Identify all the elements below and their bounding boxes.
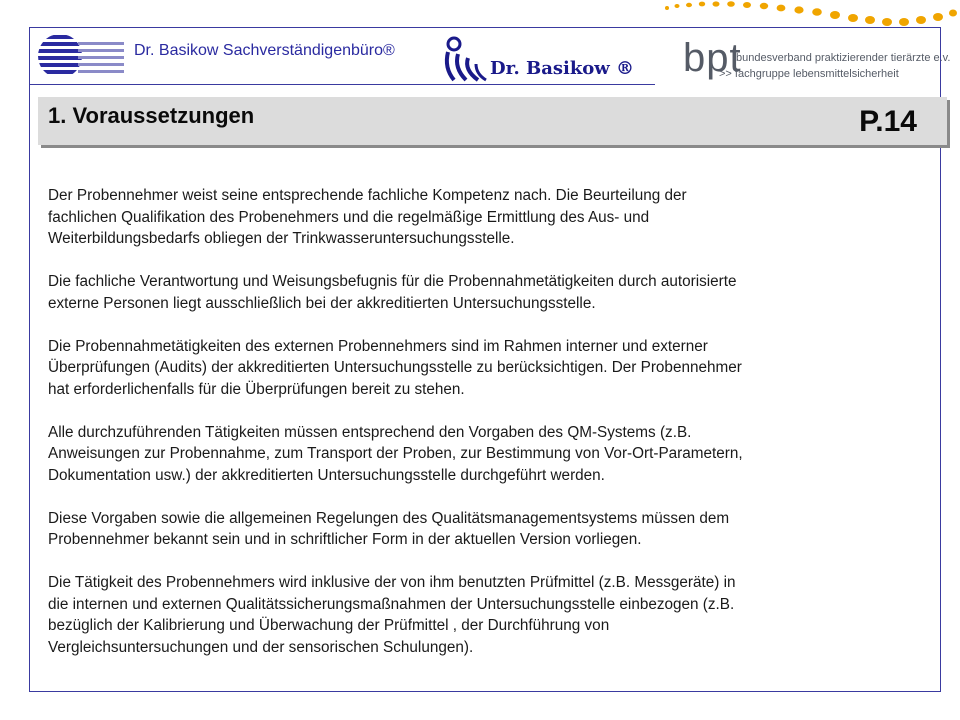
body-text (48, 185, 918, 680)
paragraph: Alle durchzuführenden Tätigkeiten müssen entsprechend den Vorgaben des QM-Systems (z.B. Anweisungen zur Probennahme, zum Transport der Proben, zur Bestimmung von Vor-Ort-Parametern, Dokumentation usw.) der akkreditierten Untersuchungsstelle durchgeführt werden. (48, 423, 743, 484)
paragraph: Die Tätigkeit des Probennehmers wird inklusive der von ihm benutzten Prüfmittel (z.B. Messgeräte) in die internen und externen Qualitätssicherungsmaßnahmen der Untersuchungsstelle einbezogen (z.B. bezüglich der Kalibrierung und Überwachung der Prüfmittel , der Durchführung von Vergleichsuntersuchungen und der sensorischen Schulungen). (48, 574, 736, 656)
basikow-logo-text: Dr. Basikow ® (490, 58, 635, 79)
paragraph: Die fachliche Verantwortung und Weisungsbefugnis für die Probennahmetätigkeiten durch autorisierte externe Personen liegt ausschließlich bei der akkreditierten Untersuchungsstelle. (48, 273, 737, 312)
company-name: Dr. Basikow Sachverständigenbüro® (134, 42, 395, 59)
paragraph: Diese Vorgaben sowie die allgemeinen Regelungen des Qualitätsmanagementsystems müssen dem Probennehmer bekannt sein und in schriftlicher Form in der aktuellen Version vorliegen. (48, 509, 730, 548)
bpt-dot-arc (655, 0, 960, 30)
page-number: P.14 (859, 105, 917, 138)
header-divider (29, 84, 655, 85)
paragraph: Der Probennehmer weist seine entsprechende fachliche Kompetenz nach. Die Beurteilung der fachlichen Qualifikation des Probenehmers und die regelmäßige Ermittlung des Aus- und Weiterbildungsbedarfs obliegen der Trinkwasseruntersuchungsstelle. (48, 187, 687, 247)
paragraph: Die Probennahmetätigkeiten des externen Probennehmers sind im Rahmen interner und externer Überprüfungen (Audits) der akkreditierten Untersuchungsstelle zu berücksichtigen. Der Probennehmer hat erforderlichenfalls für die Überprüfungen bereit zu stehen. (48, 337, 742, 398)
bpt-organization-name: bundesverband praktizierender tierärzte e.v. (736, 52, 951, 64)
title-bar (38, 97, 947, 145)
basikow-globe-logo (38, 33, 128, 79)
section-heading: 1. Voraussetzungen (48, 103, 255, 128)
bpt-group-name: >> fachgruppe lebensmittelsicherheit (719, 68, 899, 80)
bpt-logo-mark: bpt (683, 36, 742, 80)
